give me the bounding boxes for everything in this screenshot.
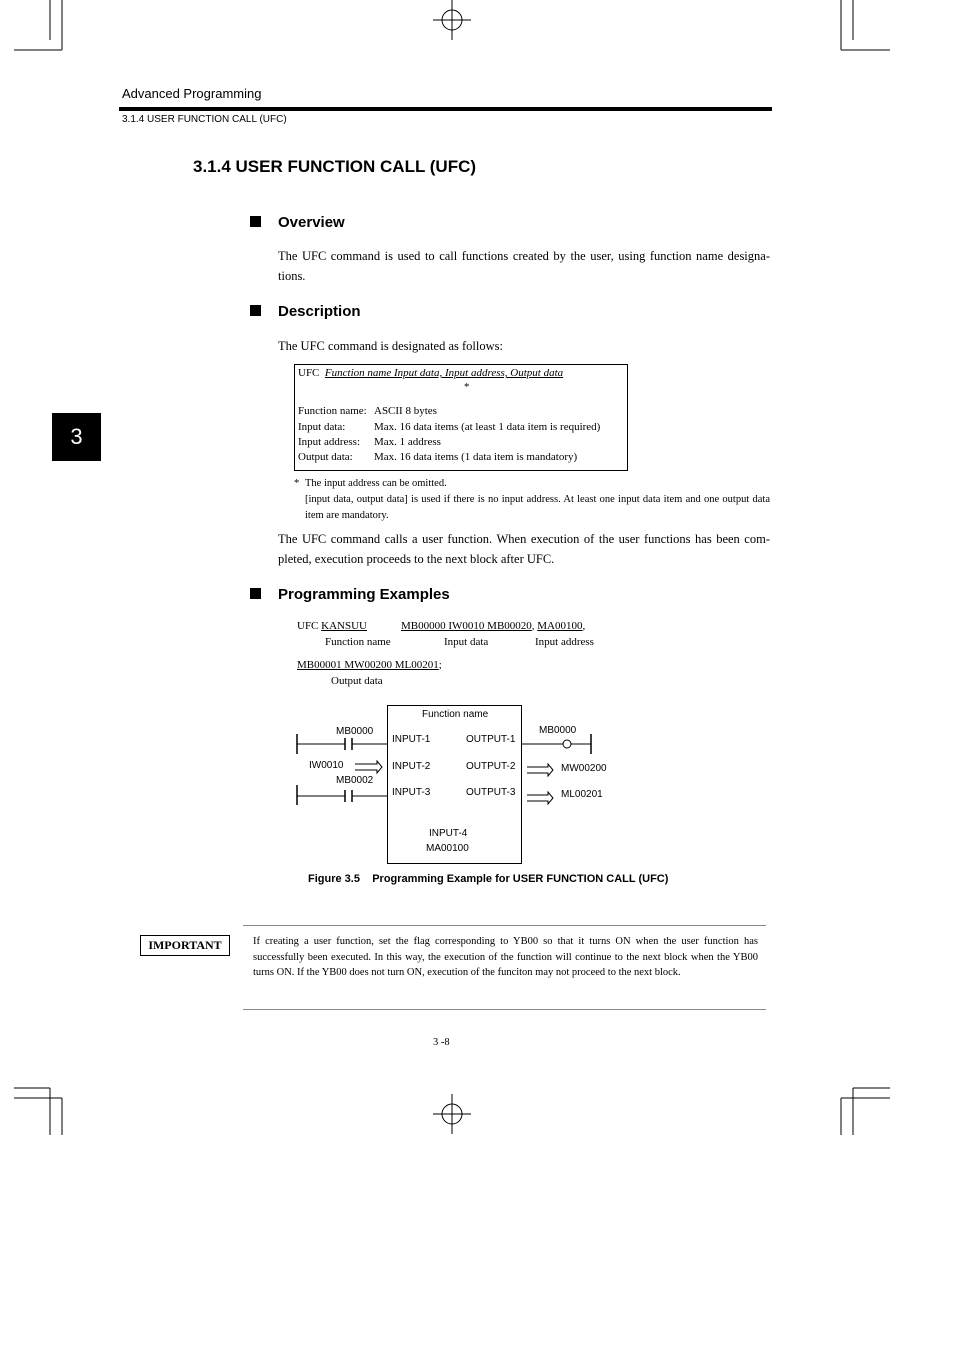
important-label: IMPORTANT [140,935,230,956]
description-intro: The UFC command is designated as follows: [278,339,503,353]
example-function-name: KANSUU [321,620,367,632]
block-output-3: OUTPUT-3 [466,787,516,798]
syntax-row-value: Max. 16 data items (at least 1 data item is required) [374,421,601,433]
block-input-2: INPUT-2 [392,761,431,772]
example-keyword: UFC [297,620,319,632]
important-bottom-rule [243,1009,766,1010]
figure-caption [308,873,668,885]
example-input-data: MB00000 IW0010 MB00020 [401,620,532,632]
chapter-tab: 3 [52,413,101,461]
label-input-address: Input address [535,636,594,648]
block-output-2: OUTPUT-2 [466,761,516,772]
section-title: 3.1.4 USER FUNCTION CALL (UFC) [193,157,477,176]
example-semicolon: ; [438,659,442,671]
figure-caption-text: Programming Example for USER FUNCTION CALL (UFC) [372,873,669,885]
important-text: If creating a user function, set the flag corresponding to YB00 so that it turns ON when the user function has successfully been executed. In this way, the execution of the function will continue to the next block when the YB00 turns ON. If the YB00 does not turn ON, execution of the funciton may not proceed to the next block. [253,936,758,978]
block-title: Function name [422,709,489,720]
note-line-2: [input data, output data] is used if there is no input address. At least one input data item and one output data item are mandatory. [305,494,770,521]
block-input-3: INPUT-3 [392,787,431,798]
contact-label-in1: MB0000 [336,726,374,737]
important-top-rule [243,925,766,926]
note-mark: * [294,478,300,489]
syntax-format: Function name Input data, Input address, Output data [324,367,564,379]
description-heading-text: Description [278,303,361,320]
block-input-1: INPUT-1 [392,734,431,745]
register-label-in2: IW0010 [309,760,344,771]
register-label-out2: MW00200 [561,763,607,774]
syntax-row-value: ASCII 8 bytes [374,405,437,417]
page-number: 3 -8 [433,1037,450,1048]
example-comma: , [582,620,586,632]
example-comma: , [531,620,535,632]
syntax-row-label: Input data: [298,421,346,433]
running-header-title: Advanced Programming [122,86,262,101]
label-function-name: Function name [325,636,391,648]
label-input-data: Input data [444,636,489,648]
figure-number: Figure 3.5 [308,873,360,885]
syntax-row-label: Output data: [298,451,353,463]
block-input-4-address: MA00100 [426,843,469,854]
coil-label-out1: MB0000 [539,725,577,736]
label-output-data: Output data [331,675,383,687]
syntax-row-label: Function name: [298,405,367,417]
description-after: The UFC command calls a user function. When execution of the user functions has been com-pleted, execution proceeds to the next block after UFC. [278,532,770,566]
example-input-address: MA00100 [537,620,583,632]
syntax-keyword: UFC [298,367,320,379]
overview-paragraph: The UFC command is used to call functions created by the user, using function name designa-tions. [278,249,770,283]
note-line-1: The input address can be omitted. [305,478,447,489]
overview-heading-text: Overview [278,214,345,231]
register-label-out3: ML00201 [561,789,603,800]
example-output-data: MB00001 MW00200 ML00201 [297,659,439,671]
syntax-row-value: Max. 16 data items (1 data item is mandatory) [374,451,578,463]
contact-label-in3: MB0002 [336,775,374,786]
syntax-row-value: Max. 1 address [374,436,441,448]
block-output-1: OUTPUT-1 [466,734,516,745]
examples-heading-text: Programming Examples [278,586,450,603]
running-header-subtitle: 3.1.4 USER FUNCTION CALL (UFC) [122,114,287,125]
block-input-4: INPUT-4 [429,828,468,839]
syntax-asterisk: * [464,381,470,393]
syntax-row-label: Input address: [298,436,361,448]
